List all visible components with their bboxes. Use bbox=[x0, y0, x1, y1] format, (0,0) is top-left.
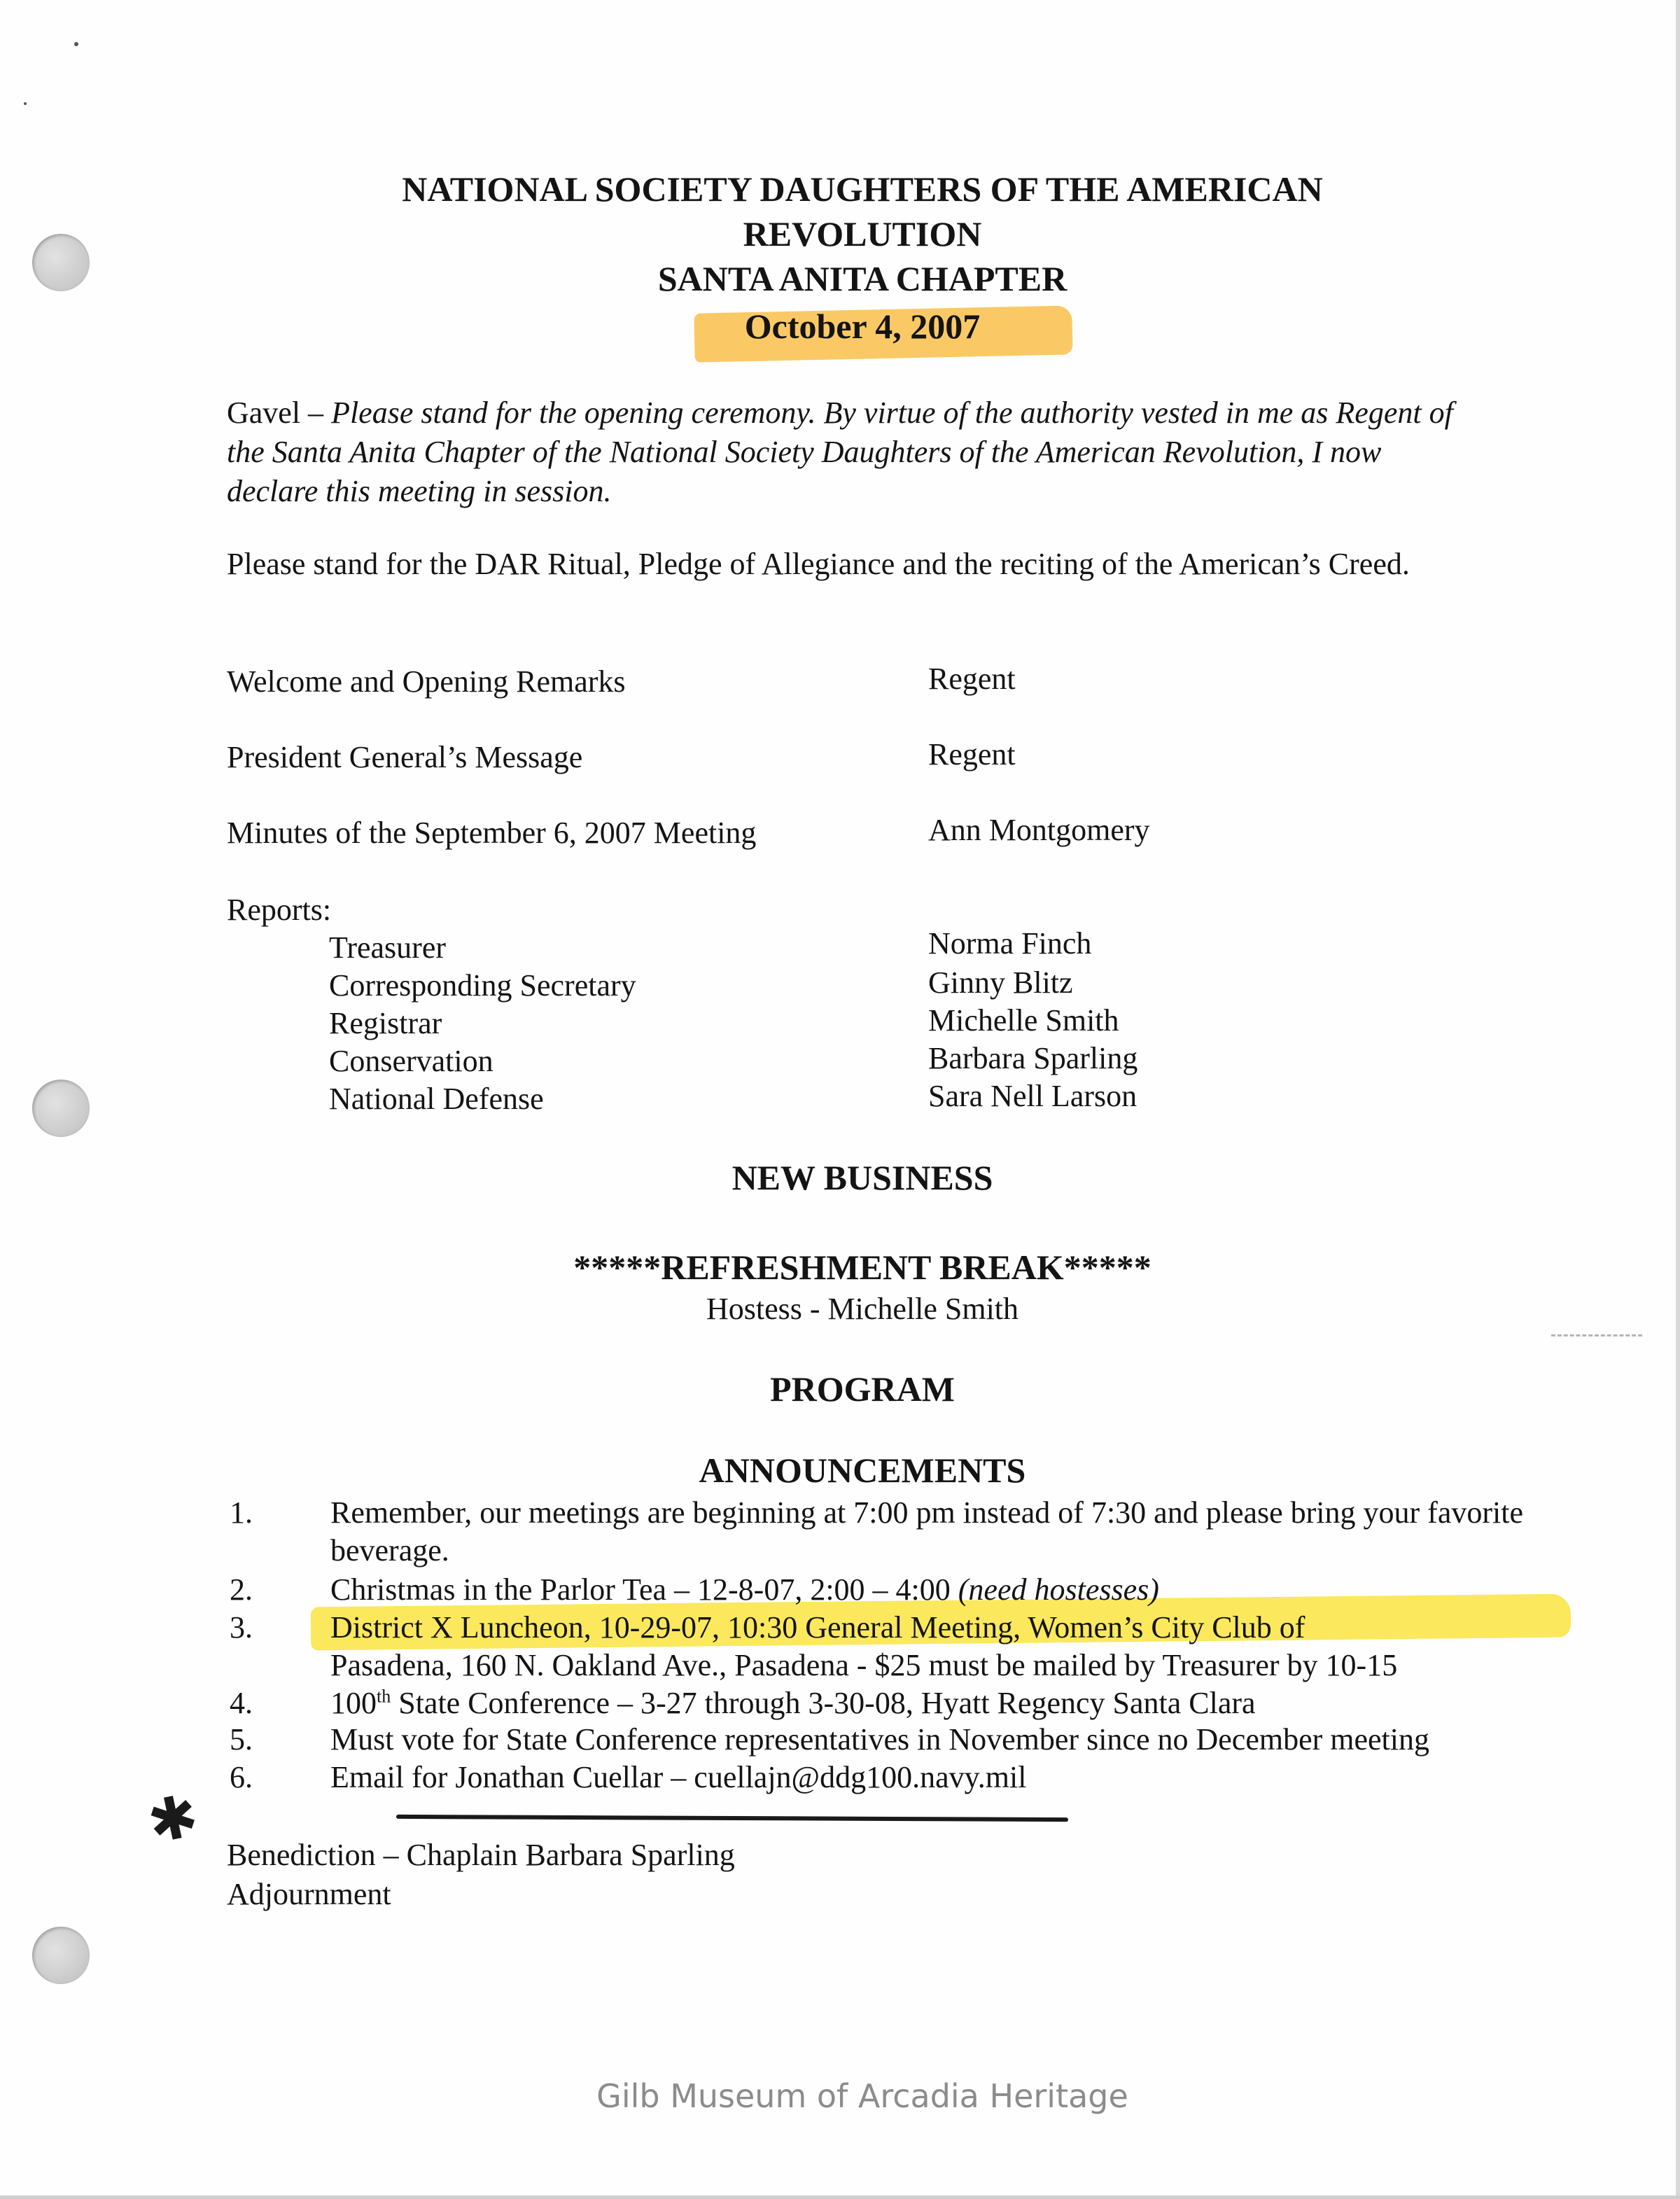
announcement-text bbox=[330, 1684, 1534, 1722]
announcement-text bbox=[330, 1571, 1534, 1609]
refreshment-hostess: Hostess - Michelle Smith bbox=[706, 1292, 1019, 1326]
report-item-conservation: Conservation bbox=[329, 1044, 493, 1078]
ritual-paragraph: Please stand for the DAR Ritual, Pledge of Allegiance and the reciting of the American’s Creed. bbox=[227, 547, 1410, 581]
announcement-2-italic: (need hostesses) bbox=[958, 1572, 1159, 1607]
announcement-number: 2. bbox=[230, 1572, 253, 1607]
agenda-item-president-message: President General’s Message bbox=[227, 740, 583, 774]
scan-speck bbox=[74, 42, 78, 46]
document-header bbox=[210, 167, 1515, 346]
report-person-treasurer: Norma Finch bbox=[928, 926, 1092, 961]
header-title-line2: REVOLUTION bbox=[743, 214, 982, 253]
scan-edge-right bbox=[1676, 0, 1680, 2199]
agenda-person-president-message: Regent bbox=[928, 737, 1016, 772]
agenda-item-welcome: Welcome and Opening Remarks bbox=[227, 664, 626, 699]
agenda-item-minutes: Minutes of the September 6, 2007 Meeting bbox=[227, 816, 757, 850]
gavel-text: Please stand for the opening ceremony. By virtue of the authority vested in me as Regent of the Santa Anita Chapter of the National Society Daughters of the American Revolution, I now declare this meeting in session. bbox=[227, 396, 1453, 508]
handwritten-underline bbox=[396, 1815, 1068, 1822]
section-new-business: NEW BUSINESS bbox=[732, 1158, 993, 1197]
report-item-corresponding-secretary: Corresponding Secretary bbox=[329, 968, 636, 1003]
report-person-corresponding-secretary: Ginny Blitz bbox=[928, 965, 1073, 1000]
report-item-treasurer: Treasurer bbox=[329, 930, 446, 965]
announcement-text-line2: Pasadena, 160 N. Oakland Ave., Pasadena - $25 must be mailed by Treasurer by 10-15 bbox=[330, 1648, 1398, 1682]
announcement-number: 1. bbox=[230, 1495, 253, 1530]
section-announcements: ANNOUNCEMENTS bbox=[699, 1451, 1026, 1490]
header-date: October 4, 2007 bbox=[744, 307, 981, 346]
header-chapter: SANTA ANITA CHAPTER bbox=[657, 259, 1068, 298]
punch-hole-top bbox=[32, 234, 90, 291]
benediction: Benediction – Chaplain Barbara Sparling bbox=[227, 1838, 735, 1872]
report-person-national-defense: Sara Nell Larson bbox=[928, 1079, 1138, 1113]
punch-hole-middle bbox=[32, 1080, 90, 1137]
handwritten-asterisk-icon: ✱ bbox=[141, 1780, 204, 1858]
announcement-2-main: Christmas in the Parlor Tea – 12-8-07, 2:00 – 4:00 bbox=[330, 1572, 958, 1607]
announcement-4-ordinal-suffix: th bbox=[377, 1686, 391, 1707]
scan-edge-bottom bbox=[0, 2195, 1680, 2199]
announcement-text: Remember, our meetings are beginning at 7:00 pm instead of 7:30 and please bring your favorite beverage. bbox=[330, 1495, 1523, 1568]
section-program: PROGRAM bbox=[770, 1369, 955, 1409]
agenda-person-welcome: Regent bbox=[928, 662, 1016, 696]
header-title-line1: NATIONAL SOCIETY DAUGHTERS OF THE AMERICAN bbox=[402, 169, 1323, 209]
gavel-paragraph bbox=[227, 393, 1459, 511]
announcement-text: Email for Jonathan Cuellar – cuellajn@ddg100.navy.mil bbox=[330, 1760, 1027, 1794]
adjournment: Adjournment bbox=[227, 1877, 391, 1911]
report-item-registrar: Registrar bbox=[329, 1006, 442, 1040]
agenda-person-minutes: Ann Montgomery bbox=[928, 813, 1150, 847]
report-person-conservation: Barbara Sparling bbox=[928, 1041, 1138, 1075]
report-person-registrar: Michelle Smith bbox=[928, 1003, 1119, 1038]
announcement-number: 5. bbox=[230, 1722, 253, 1757]
reports-label: Reports: bbox=[227, 893, 332, 927]
announcement-text: Must vote for State Conference representatives in November since no December meeting bbox=[330, 1722, 1429, 1757]
pencil-mark bbox=[1551, 1334, 1642, 1339]
gavel-label: Gavel – bbox=[227, 396, 332, 430]
section-refreshment-break: *****REFRESHMENT BREAK***** bbox=[573, 1248, 1152, 1287]
report-item-national-defense: National Defense bbox=[329, 1082, 544, 1116]
announcement-4-ordinal: 100 bbox=[330, 1686, 377, 1720]
punch-hole-bottom bbox=[32, 1927, 90, 1984]
museum-watermark: Gilb Museum of Arcadia Heritage bbox=[596, 2077, 1128, 2115]
announcement-text-line1: District X Luncheon, 10-29-07, 10:30 General Meeting, Women’s City Club of bbox=[330, 1610, 1306, 1645]
scan-speck bbox=[24, 102, 27, 105]
announcement-number: 4. bbox=[230, 1686, 253, 1720]
announcement-number: 3. bbox=[230, 1610, 253, 1645]
announcement-number: 6. bbox=[230, 1760, 253, 1794]
announcement-4-rest: State Conference – 3-27 through 3-30-08, Hyatt Regency Santa Clara bbox=[391, 1686, 1256, 1720]
